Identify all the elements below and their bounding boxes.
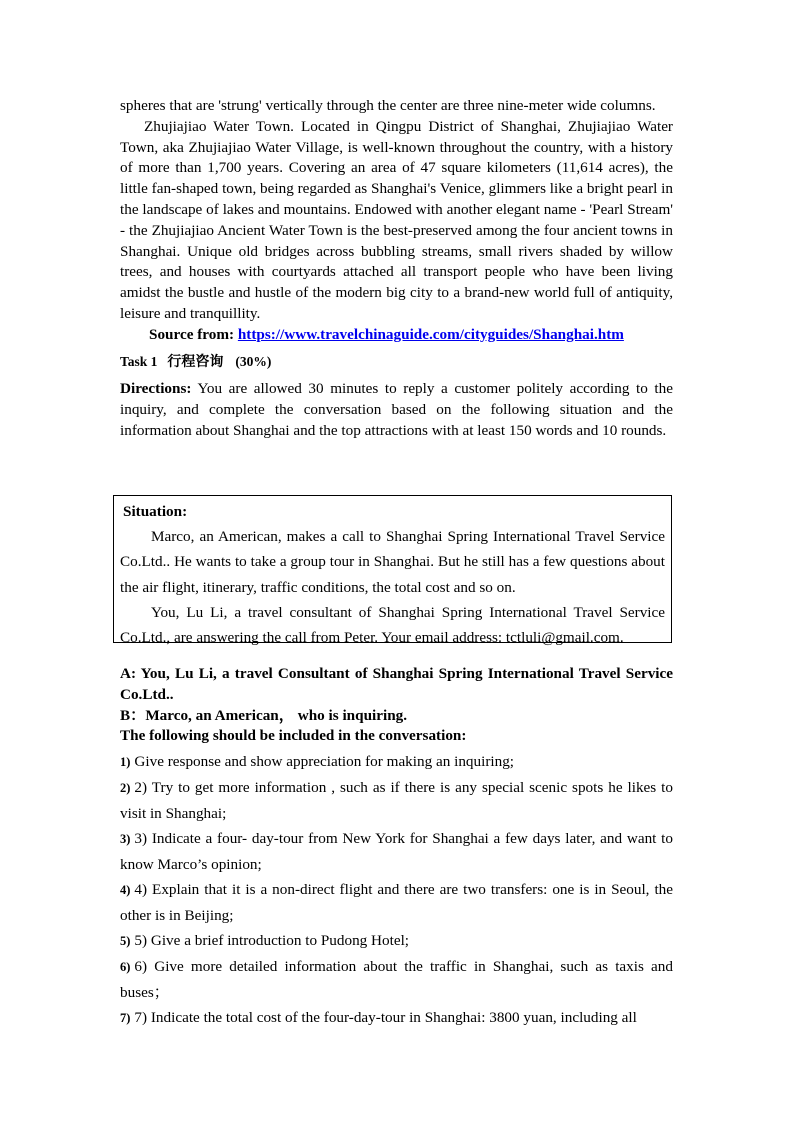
role-b: B：Marco, an American， who is inquiring. xyxy=(120,706,408,724)
situation-box xyxy=(113,495,672,647)
document-body xyxy=(120,96,673,442)
item-text: 5) Give a brief introduction to Pudong Hotel; xyxy=(134,932,410,950)
item-number: 6) xyxy=(120,960,131,975)
list-item xyxy=(120,928,673,954)
task-title: 行程咨询 xyxy=(167,354,224,370)
conversation-requirements xyxy=(120,664,673,1031)
situation-heading: Situation: xyxy=(123,503,188,520)
zhujiajiao-paragraph: Zhujiajiao Water Town. Located in Qingpu District of Shanghai, Zhujiajiao Water Town, aka Zhujiajiao Water Village, is well-known throughout the country, with a history of more than 1,700 years. Covering an area of 47 square kilometers (11,614 acres), the little fan-shaped town, being regarded as Shanghai's Venice, glimmers like a bright pearl in the landscape of lakes and mountains. Endowed with another elegant name - 'Pearl Stream' - the Zhujiajiao Ancient Water Town is the best-preserved among the four ancient towns in Shanghai. Unique old bridges across bubbling streams, small rivers shaded by willow trees, and houses with courtyards attached all transport people who have been living amidst the bustle and hustle of the modern big city to a brand-new world full of antiquity, leisure and tranquillity. xyxy=(120,117,673,322)
item-text: 7) Indicate the total cost of the four-day-tour in Shanghai: 3800 yuan, including all xyxy=(134,1009,637,1027)
situation-paragraph-2: You, Lu Li, a travel consultant of Shanghai Spring International Travel Service Co.Ltd., are answering the call from Peter. Your email address: tctluli@gmail.com. xyxy=(120,603,665,647)
item-text: 3) Indicate a four- day-tour from New York for Shanghai a few days later, and want to know Marco’s opinion; xyxy=(120,830,673,874)
item-number: 5) xyxy=(120,934,131,949)
item-number: 2) xyxy=(120,781,131,796)
list-item xyxy=(120,775,673,826)
instructions-heading: The following should be included in the conversation: xyxy=(120,727,467,745)
intro-paragraph: spheres that are 'strung' vertically through the center are three nine-meter wide columns. xyxy=(120,97,656,114)
list-item xyxy=(120,877,673,928)
role-a: A: You, Lu Li, a travel Consultant of Shanghai Spring International Travel Service Co.Ltd.. xyxy=(120,665,673,703)
task-score: (30%) xyxy=(235,353,272,369)
source-line xyxy=(120,325,673,346)
directions-label: Directions: xyxy=(120,380,192,398)
item-number: 7) xyxy=(120,1011,131,1026)
task-heading xyxy=(120,352,673,374)
source-label: Source from: xyxy=(149,325,235,343)
item-text: 2) Try to get more information , such as if there is any special scenic spots he likes to visit in Shanghai; xyxy=(120,779,673,823)
item-number: 3) xyxy=(120,832,131,847)
item-text: 4) Explain that it is a non-direct flight and there are two transfers: one is in Seoul, the other is in Beijing; xyxy=(120,881,673,925)
item-text: Give response and show appreciation for making an inquiring; xyxy=(134,753,515,771)
task-label: Task 1 xyxy=(120,353,158,369)
requirements-list xyxy=(120,749,673,1031)
situation-paragraph-1: Marco, an American, makes a call to Shanghai Spring International Travel Service Co.Ltd.. He wants to take a group tour in Shanghai. But he still has a few questions about the air flight, itinerary, traffic conditions, the total cost and so on. xyxy=(120,528,665,596)
source-link[interactable]: https://www.travelchinaguide.com/cityguides/Shanghai.htm xyxy=(237,325,624,343)
list-item xyxy=(120,1005,673,1031)
item-text: 6) Give more detailed information about the traffic in Shanghai, such as taxis and buses； xyxy=(120,958,673,1002)
item-number: 1) xyxy=(120,755,131,770)
item-number: 4) xyxy=(120,883,131,898)
list-item xyxy=(120,826,673,877)
directions-paragraph xyxy=(120,379,673,441)
directions-text: You are allowed 30 minutes to reply a customer politely according to the inquiry, and complete the conversation based on the following situation and the information about Shanghai and the top attractions with at least 150 words and 10 rounds. xyxy=(120,380,673,439)
list-item xyxy=(120,749,673,775)
list-item xyxy=(120,954,673,1005)
